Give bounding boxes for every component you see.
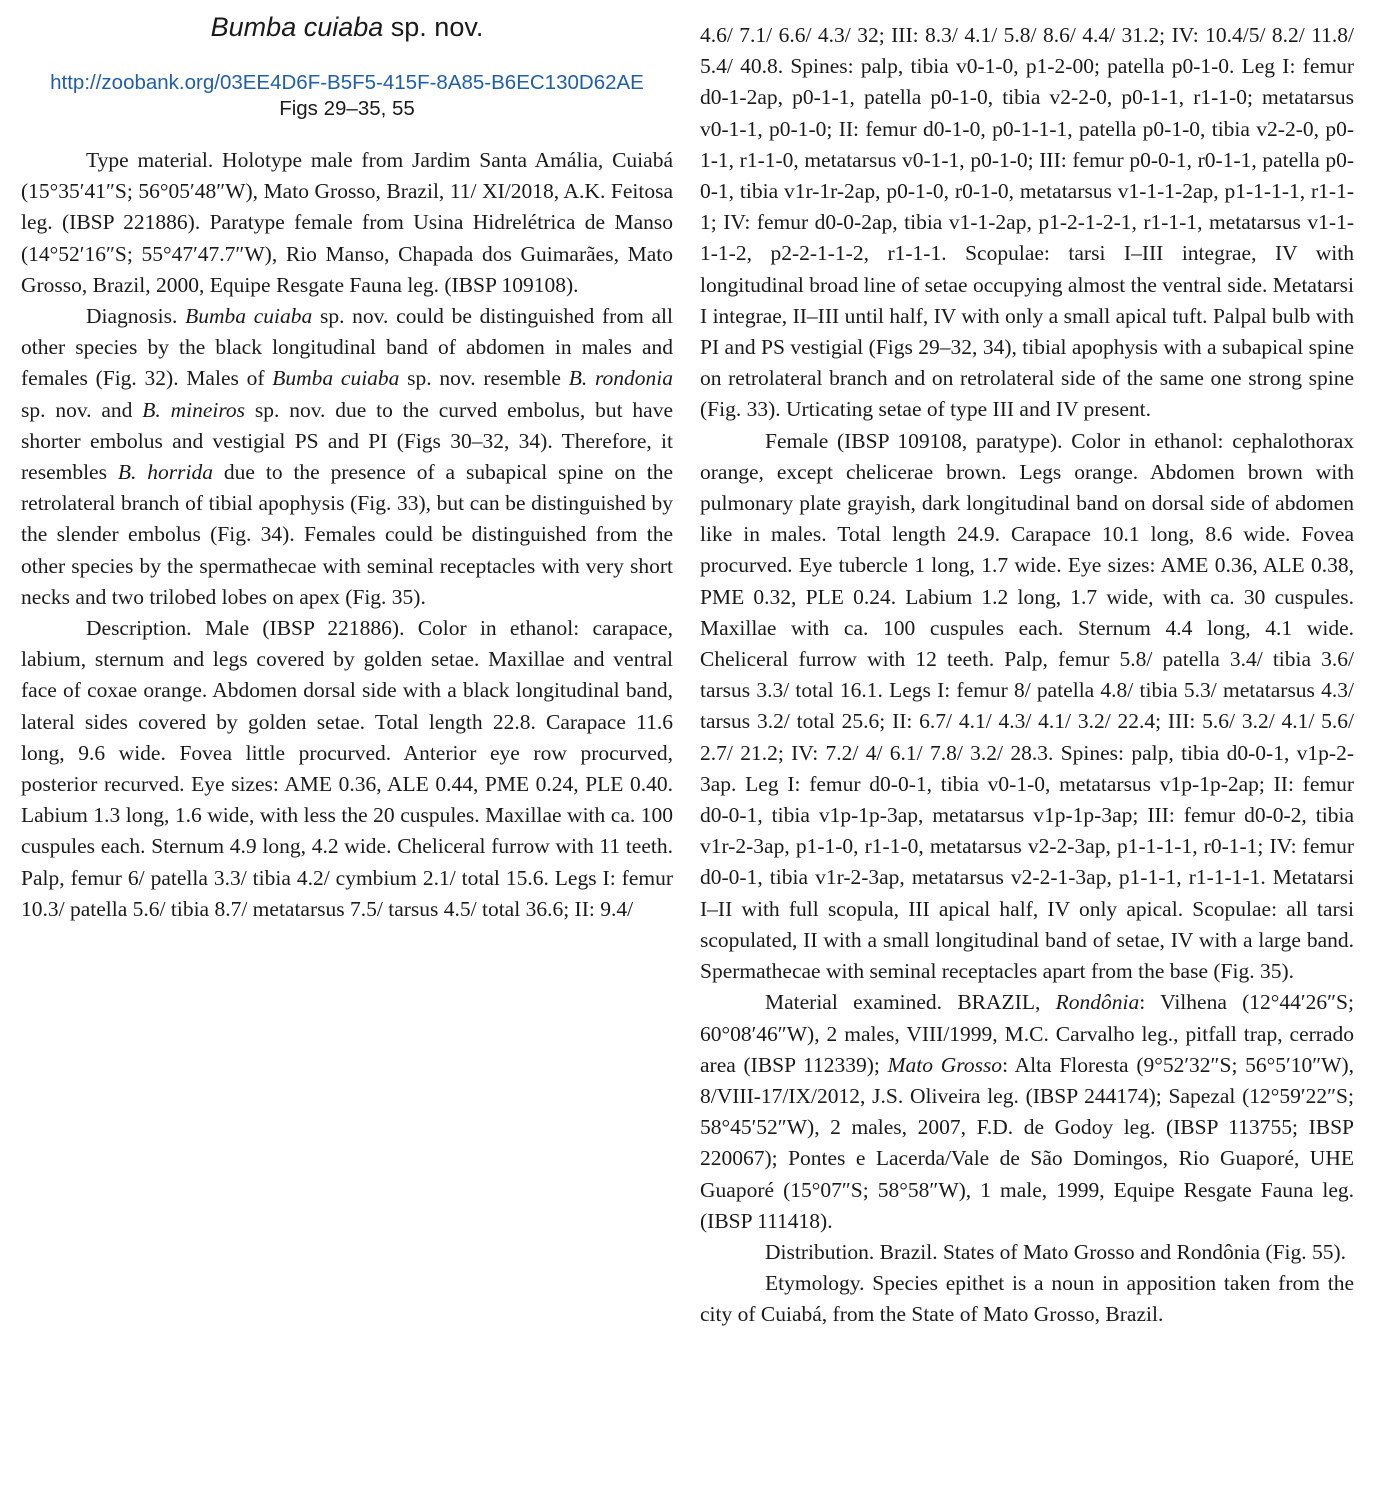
type-material-paragraph: Type material. Holotype male from Jardim Santa Amália, Cuiabá (15°35′41″S; 56°05′48″W), Mato Grosso, Brazil, 11/ XI/2018, A.K. Feitosa leg. (IBSP 221886). Paratype female from Usina Hidrelétrica de Manso (14°52′16″S; 55°47′47.7″W), Rio Manso, Chapada dos Guimarães, Mato Grosso, Brazil, 2000, Equipe Resgate Fauna leg. (IBSP 109108).: [21, 148, 673, 297]
right-column: [700, 20, 1354, 1331]
species-title: [21, 11, 673, 43]
material-examined-paragraph: Material examined. BRAZIL, Rondônia: Vilhena (12°44′26″S; 60°08′46″W), 2 males, VIII/1999, M.C. Carvalho leg., pitfall trap, cerrado area (IBSP 112339); Mato Grosso: Alta Floresta (9°52′32″S; 56°5′10″W), 8/VIII-17/IX/2012, J.S. Oliveira leg. (IBSP 244174); Sapezal (12°59′22″S; 58°45′52″W), 2 males, 2007, F.D. de Godoy leg. (IBSP 113755; IBSP 220067); Pontes e Lacerda/Vale de São Domingos, Rio Guaporé, UHE Guaporé (15°07″S; 58°58″W), 1 male, 1999, Equipe Resgate Fauna leg. (IBSP 111418).: [700, 990, 1354, 1233]
diagnosis-paragraph: Diagnosis. Bumba cuiaba sp. nov. could be distinguished from all other species by the black longitudinal band of abdomen in males and females (Fig. 32). Males of Bumba cuiaba sp. nov. resemble B. rondonia sp. nov. and B. mineiros sp. nov. due to the curved embolus, but have shorter embolus and vestigial PS and PI (Figs 30–32, 34). Therefore, it resembles B. horrida due to the presence of a subapical spine on the retrolateral branch of tibial apophysis (Fig. 33), but can be distinguished by the slender embolus (Fig. 34). Females could be distinguished from the other species by the spermathecae with seminal receptacles with very short necks and two trilobed lobes on apex (Fig. 35).: [21, 304, 674, 609]
distribution-paragraph: Distribution. Brazil. States of Mato Grosso and Rondônia (Fig. 55).: [765, 1239, 1347, 1264]
description-paragraph: Description. Male (IBSP 221886). Color in ethanol: carapace, labium, sternum and legs covered by golden setae. Maxillae and ventral face of coxae orange. Abdomen dorsal side with a black longitudinal band, lateral sides covered by golden setae. Total length 22.8. Carapace 11.6 long, 9.6 wide. Fovea little procurved. Anterior eye row procurved, posterior recurved. Eye sizes: AME 0.36, ALE 0.44, PME 0.24, PLE 0.40. Labium 1.3 long, 1.6 wide, with less the 20 cuspules. Maxillae with ca. 100 cuspules each. Sternum 4.9 long, 4.2 wide. Cheliceral furrow with 11 teeth. Palp, femur 6/ patella 3.3/ tibia 4.2/ cymbium 2.1/ total 15.6. Legs I: femur 10.3/ patella 5.6/ tibia 8.7/ metatarsus 7.5/ tarsus 4.5/ total 36.6; II: 9.4/: [21, 616, 673, 921]
figures-reference: Figs 29–35, 55: [279, 97, 415, 120]
species-name: Bumba cuiaba: [210, 12, 384, 42]
etymology-paragraph: Etymology. Species epithet is a noun in apposition taken from the city of Cuiabá, from the State of Mato Grosso, Brazil.: [700, 1271, 1354, 1327]
left-column: [21, 0, 673, 925]
description-continued-paragraph: 4.6/ 7.1/ 6.6/ 4.3/ 32; III: 8.3/ 4.1/ 5.8/ 8.6/ 4.4/ 31.2; IV: 10.4/5/ 8.2/ 11.8/ 5.4/ 40.8. Spines: palp, tibia v0-1-0, p1-2-00; patella p0-1-0. Leg I: femur d0-1-2ap, p0-1-1, patella p0-1-0, tibia v2-2-0, p0-1-1, r1-1-0; metatarsus v0-1-1, p0-1-0; II: femur d0-1-0, p0-1-1-1, patella p0-1-0, tibia v2-2-0, p0-1-1, r1-1-0, metatarsus v0-1-1, p0-1-0; III: femur p0-0-1, r0-1-1, patella p0-0-1, tibia v1r-1r-2ap, p0-1-0, r0-1-0, metatarsus v1-1-1-2ap, p1-1-1-1, r1-1-1; IV: femur d0-0-2ap, tibia v1-1-2ap, p1-2-1-2-1, r1-1-1, metatarsus v1-1-1-1-2, p2-2-1-1-2, r1-1-1. Scopulae: tarsi I–III integrae, IV with longitudinal broad line of setae occupying almost the ventral side. Metatarsi I integrae, II–III until half, IV with only a small apical tuft. Palpal bulb with PI and PS vestigial (Figs 29–32, 34), tibial apophysis with a subapical spine on retrolateral branch and on retrolateral side of the same one strong spine (Fig. 33). Urticating setae of type III and IV present.: [700, 23, 1354, 422]
species-suffix: sp. nov.: [383, 12, 484, 42]
zoobank-link[interactable]: http://zoobank.org/03EE4D6F-B5F5-415F-8A85-B6EC130D62AE: [50, 71, 644, 94]
female-paragraph: Female (IBSP 109108, paratype). Color in ethanol: cephalothorax orange, except chelicerae brown. Legs orange. Abdomen brown with pulmonary plate grayish, dark longitudinal band on dorsal side of abdomen like in males. Total length 24.9. Carapace 10.1 long, 8.6 wide. Fovea procurved. Eye tubercle 1 long, 1.7 wide. Eye sizes: AME 0.36, ALE 0.38, PME 0.32, PLE 0.24. Labium 1.2 long, 1.7 wide, with ca. 30 cuspules. Maxillae with ca. 100 cuspules each. Sternum 4.4 long, 4.1 wide. Cheliceral furrow with 12 teeth. Palp, femur 5.8/ patella 3.4/ tibia 3.6/ tarsus 3.3/ total 16.1. Legs I: femur 8/ patella 4.8/ tibia 5.3/ metatarsus 4.3/ tarsus 3.2/ total 25.6; II: 6.7/ 4.1/ 4.3/ 4.1/ 3.2/ 22.4; III: 5.6/ 3.2/ 4.1/ 5.6/ 2.7/ 21.2; IV: 7.2/ 4/ 6.1/ 7.8/ 3.2/ 28.3. Spines: palp, tibia d0-0-1, v1p-2-3ap. Leg I: femur d0-0-1, tibia v0-1-0, metatarsus v1p-1p-2ap; II: femur d0-0-1, tibia v1p-1p-3ap, metatarsus v1p-1p-3ap; III: femur d0-0-2, tibia v1r-2-3ap, p1-1-0, r1-1-0, metatarsus v2-2-3ap, p1-1-1-1, r0-1-1; IV: femur d0-0-1, tibia v1r-2-3ap, metatarsus v2-2-1-3ap, p1-1-1, r1-1-1-1. Metatarsi I–II with full scopula, III apical half, IV only apical. Scopulae: all tarsi scopulated, II with a small longitudinal band of setae, IV with a large band. Spermathecae with seminal receptacles apart from the base (Fig. 35).: [700, 428, 1354, 984]
